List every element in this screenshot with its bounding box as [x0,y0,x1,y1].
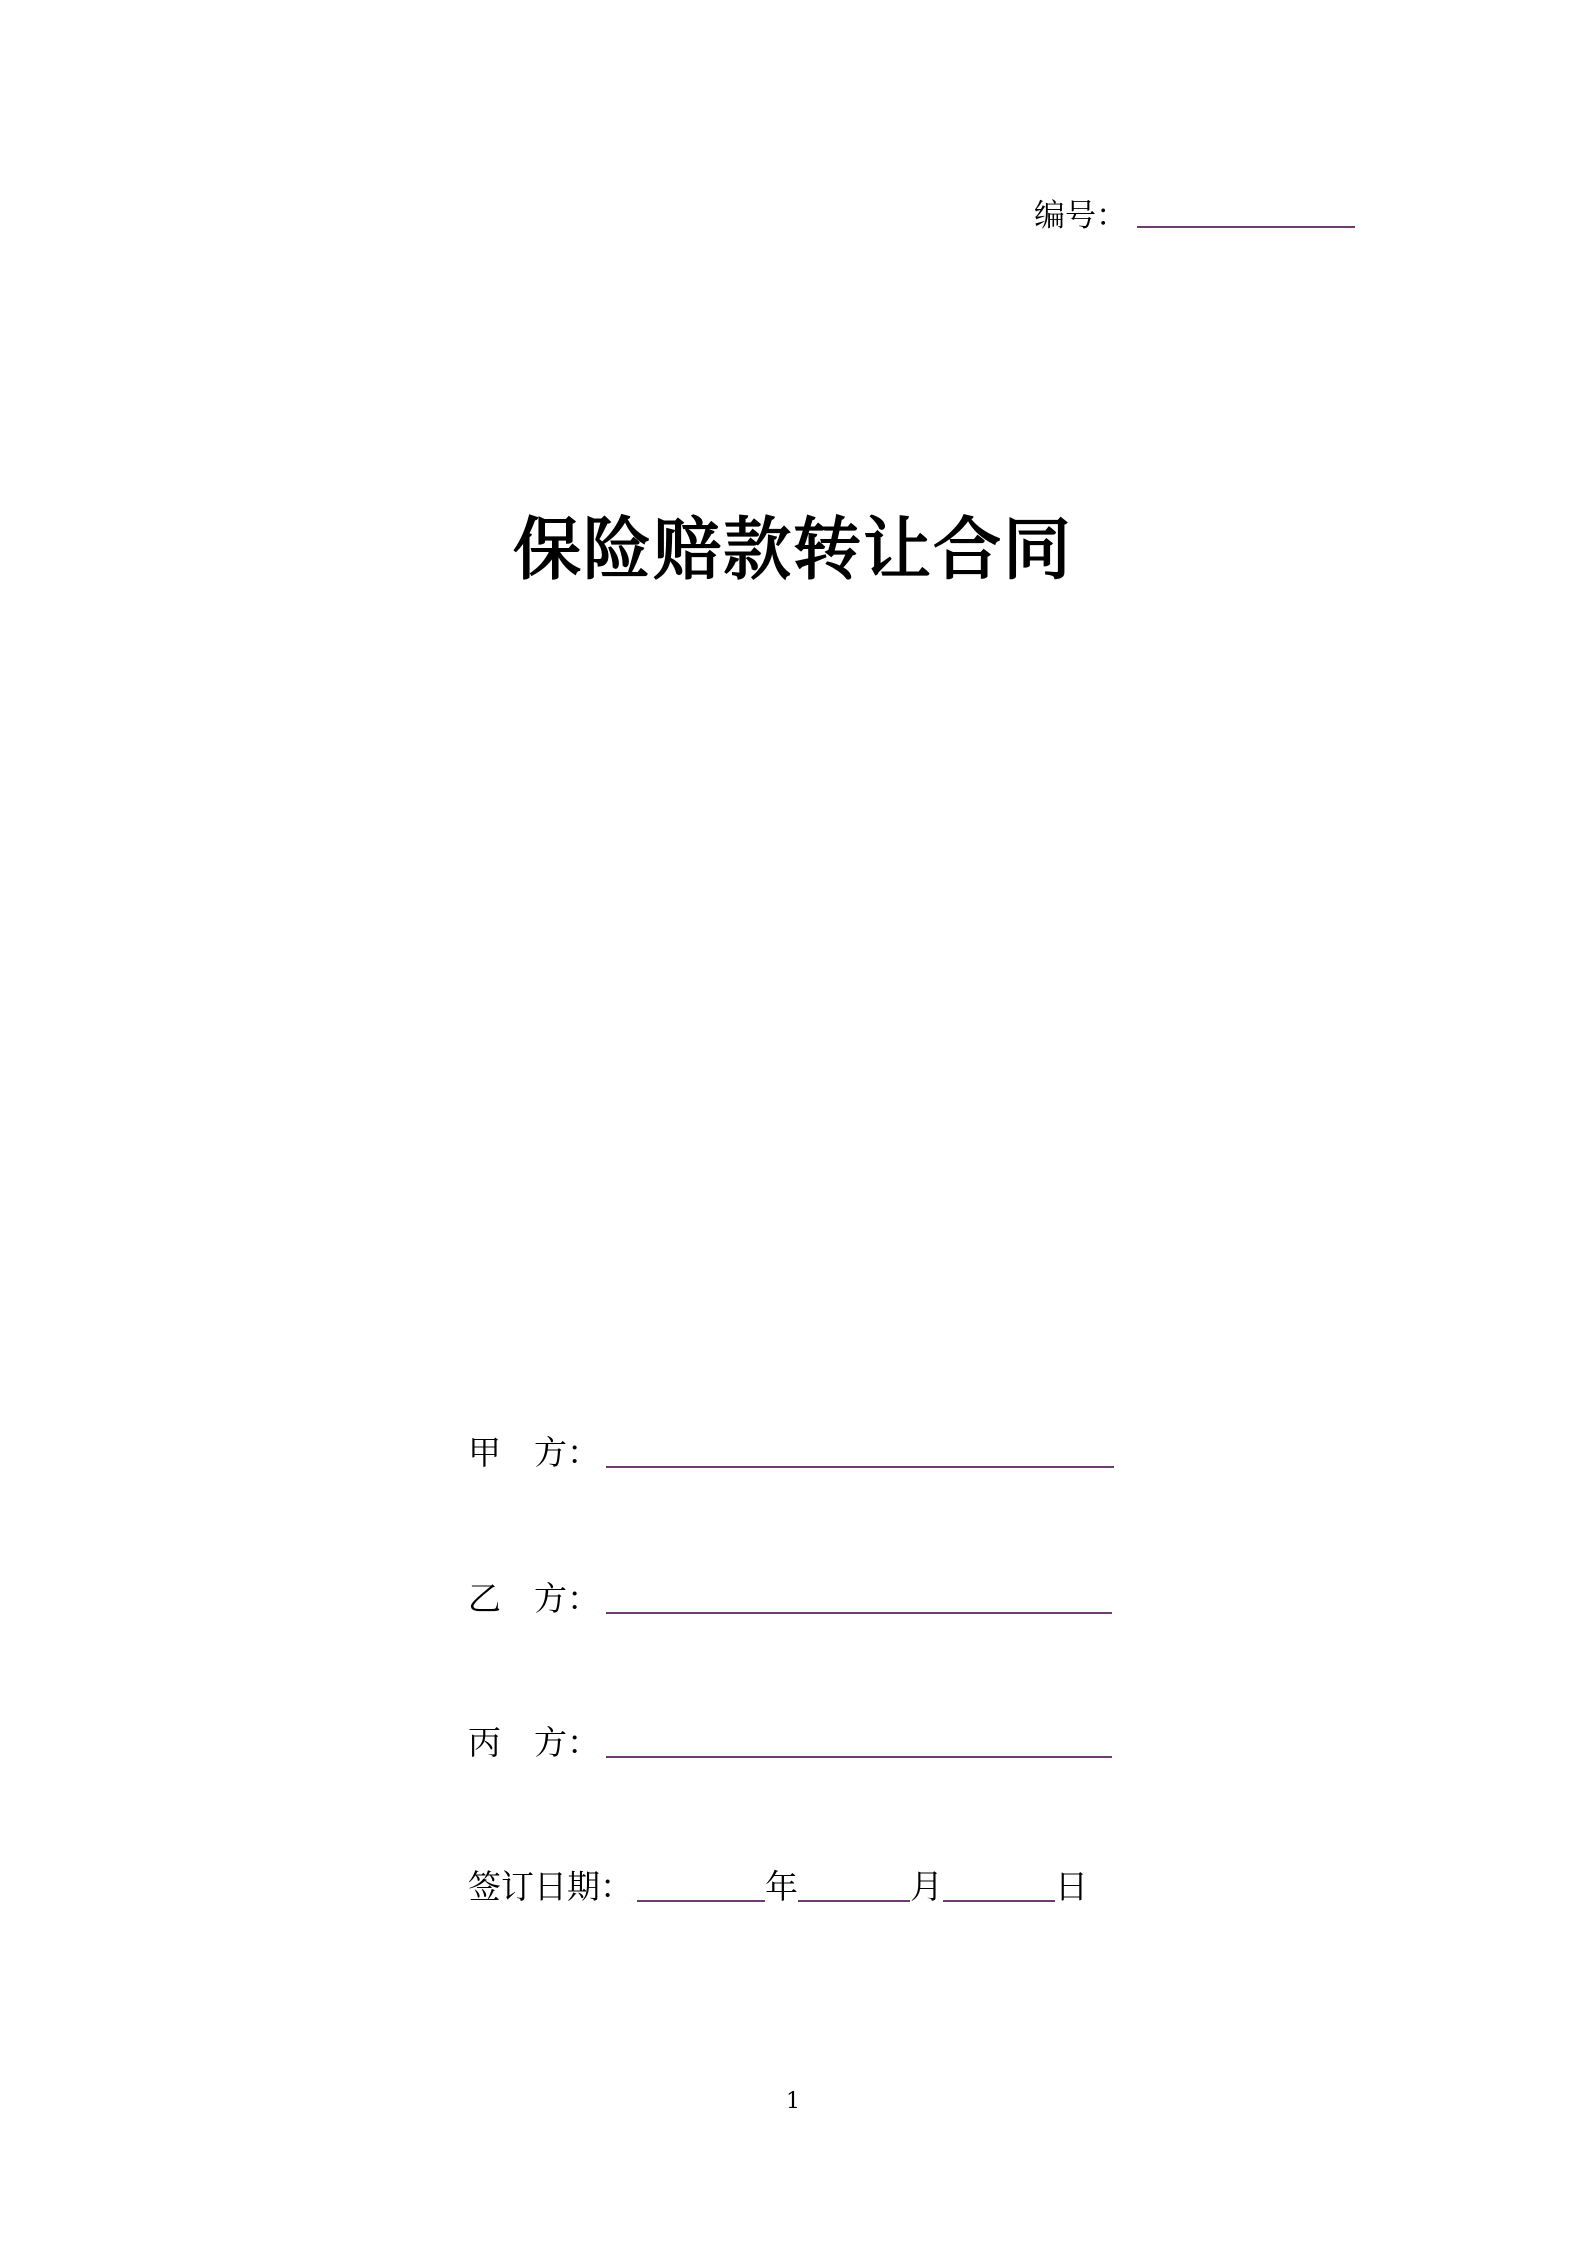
party-c-label: 丙 方： [468,1723,600,1762]
signing-month-blank[interactable] [798,1900,910,1902]
signing-day-unit: 日 [1055,1867,1088,1906]
party-a-blank[interactable] [606,1466,1114,1468]
serial-number-blank[interactable] [1137,226,1355,228]
party-a-line [468,1428,1114,1474]
page-number: 1 [786,2089,800,2114]
party-b-line [468,1574,1112,1620]
party-a-label: 甲 方： [468,1433,600,1472]
signing-year-blank[interactable] [637,1900,765,1902]
party-b-blank[interactable] [606,1612,1112,1614]
signing-day-blank[interactable] [943,1900,1055,1902]
signing-date-line [468,1862,1088,1908]
signing-date-label: 签订日期： [468,1867,633,1906]
signing-month-unit: 月 [910,1867,943,1906]
party-c-blank[interactable] [606,1756,1112,1758]
party-b-label: 乙 方： [468,1579,600,1618]
serial-number-line [1034,190,1355,236]
signing-year-unit: 年 [765,1867,798,1906]
serial-number-label: 编号： [1034,198,1127,234]
contract-title: 保险赔款转让合同 [512,510,1073,590]
party-c-line [468,1718,1112,1764]
